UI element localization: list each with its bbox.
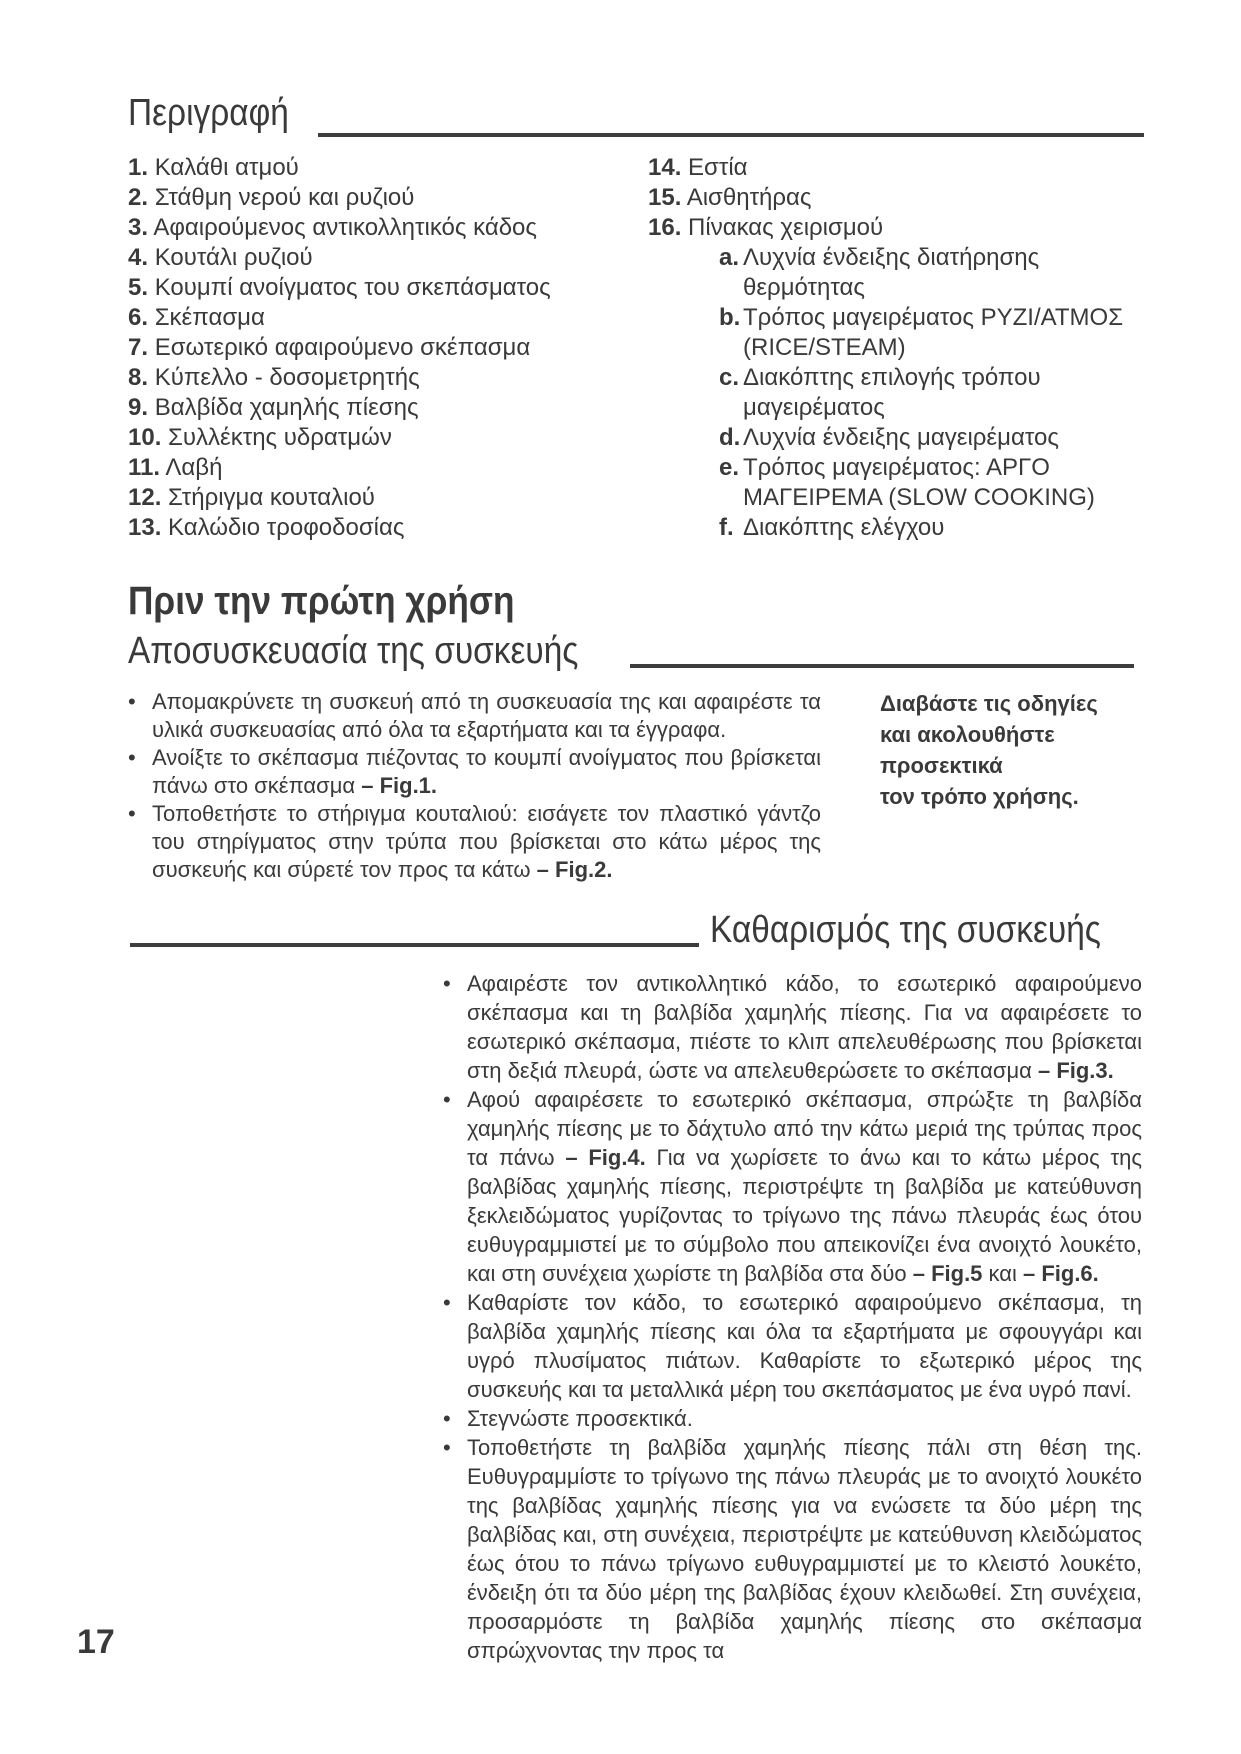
list-item: • Απομακρύνετε τη συσκευή από τη συσκευασία της και αφαιρέστε τα υλικά συσκευασίας από όλα τα εξαρτήματα και τα έγγραφα. xyxy=(128,689,821,742)
list-item: • Αφαιρέστε τον αντικολλητικό κάδο, το εσωτερικό αφαιρούμενο σκέπασμα και τη βαλβίδα χαμηλής πίεσης. Για να αφαιρέσετε το εσωτερικό σκέπασμα, πιέστε το κλιπ απελευθέρωσης που βρίσκεται στη δεξιά πλευρά, ώστε να απελευθερώσετε το σκέπασμα – Fig.3. xyxy=(443,971,1142,1083)
list-item: 13. Καλώδιο τροφοδοσίας xyxy=(128,514,405,541)
description-title: Περιγραφή xyxy=(128,92,289,134)
list-item: 5. Κουμπί ανοίγματος του σκεπάσματος xyxy=(128,274,551,301)
list-item: • Καθαρίστε τον κάδο, το εσωτερικό αφαιρούμενο σκέπασμα, τη βαλβίδα χαμηλής πίεσης και όλα τα εξαρτήματα με σφουγγάρι και υγρό πλυσίματος πιάτων. Καθαρίστε το εξωτερικό μέρος της συσκευής και τα μεταλλικά μέρη του σκεπάσματος με ένα υγρό πανί. xyxy=(443,1290,1142,1402)
list-item: 15. Αισθητήρας xyxy=(648,184,812,211)
page-number: 17 xyxy=(77,1623,115,1661)
sub-list-item: b. Τρόπος μαγειρέματος ΡΥΖΙ/ΑΤΜΟΣ (RICE/STEAM) xyxy=(719,304,1124,361)
list-item: 1. Καλάθι ατμού xyxy=(128,154,299,181)
sub-list-item: a. Λυχνία ένδειξης διατήρησης θερμότητας xyxy=(719,244,1040,301)
list-item: • Τοποθετήστε τη βαλβίδα χαμηλής πίεσης πάλι στη θέση της. Ευθυγραμμίστε το τρίγωνο της πάνω πλευράς με το ανοιχτό λουκέτο της βαλβίδας χαμηλής πίεσης για να ενώσετε τα δύο μέρη της βαλβίδας και, στη συνέχεια, περιστρέψτε με κατεύθυνση κλειδώματος έως ότου το πάνω τρίγωνο ευθυγραμμιστεί με το κλειστό λουκέτο, ένδειξη ότι τα δύο μέρη της βαλβίδας έχουν κλειδωθεί. Στη συνέχεια, προσαρμόστε τη βαλβίδα χαμηλής πίεσης στο σκέπασμα σπρώχνοντας την προς τα xyxy=(443,1435,1142,1663)
list-item: 16. Πίνακας χειρισμού xyxy=(648,214,884,241)
list-item: 2. Στάθμη νερού και ρυζιού xyxy=(128,184,415,211)
unpacking-bullets xyxy=(128,688,821,884)
list-item: 9. Βαλβίδα χαμηλής πίεσης xyxy=(128,394,419,421)
description-title-rule xyxy=(318,133,1144,137)
list-item: • Τοποθετήστε το στήριγμα κουταλιού: εισάγετε τον πλαστικό γάντζο του στηρίγματος στην τρύπα που βρίσκεται στο κάτω μέρος της συσκευής και σύρετέ τον προς τα κάτω – Fig.2. xyxy=(128,801,821,882)
cleaning-bullets xyxy=(443,969,1142,1665)
list-item: 6. Σκέπασμα xyxy=(128,304,265,331)
sub-list-item: c. Διακόπτης επιλογής τρόπου μαγειρέματος xyxy=(719,364,1041,421)
list-item: 4. Κουτάλι ρυζιού xyxy=(128,244,313,271)
list-item: 8. Κύπελλο - δοσομετρητής xyxy=(128,364,420,391)
unpacking-title: Αποσυσκευασία της συσκευής xyxy=(128,630,579,672)
unpacking-title-rule xyxy=(630,664,1134,668)
read-instructions-note: Διαβάστε τις οδηγίες και ακολουθήστε προσεκτικά τον τρόπο χρήσης. xyxy=(880,691,1098,809)
list-item: • Αφού αφαιρέσετε το εσωτερικό σκέπασμα, σπρώξτε τη βαλβίδα χαμηλής πίεσης με το δάχτυλο από την κάτω μεριά της τρύπας προς τα πάνω – Fig.4. Για να χωρίσετε το άνω και το κάτω μέρος της βαλβίδας χαμηλής πίεσης, περιστρέψτε τη βαλβίδα με κατεύθυνση ξεκλειδώματος γυρίζοντας το τρίγωνο της πάνω πλευράς έως ότου ευθυγραμμιστεί με το σύμβολο που απεικονίζει ένα ανοιχτό λουκέτο, και στη συνέχεια χωρίστε τη βαλβίδα στα δύο – Fig.5 και – Fig.6. xyxy=(443,1087,1142,1286)
list-item: 14. Εστία xyxy=(648,154,748,181)
cleaning-title-rule xyxy=(130,943,699,947)
description-list-left xyxy=(128,153,551,543)
list-item: 3. Αφαιρούμενος αντικολλητικός κάδος xyxy=(128,214,537,241)
list-item: 12. Στήριγμα κουταλιού xyxy=(128,484,375,511)
description-list-right xyxy=(648,153,1123,543)
list-item: 11. Λαβή xyxy=(128,454,223,481)
list-item: 7. Εσωτερικό αφαιρούμενο σκέπασμα xyxy=(128,334,531,361)
first-use-title: Πριν την πρώτη χρήση xyxy=(128,579,515,623)
sub-list-item: e. Τρόπος μαγειρέματος: ΑΡΓΟ ΜΑΓΕΙΡΕΜΑ (SLOW COOKING) xyxy=(719,454,1095,511)
sub-list-item: f. Διακόπτης ελέγχου xyxy=(719,514,945,541)
list-item: 10. Συλλέκτης υδρατμών xyxy=(128,424,392,451)
cleaning-title: Καθαρισμός της συσκευής xyxy=(710,909,1101,951)
list-item: • Στεγνώστε προσεκτικά. xyxy=(443,1406,693,1431)
list-item: • Ανοίξτε το σκέπασμα πιέζοντας το κουμπί ανοίγματος που βρίσκεται πάνω στο σκέπασμα – Fig.1. xyxy=(128,745,821,798)
sub-list-item: d. Λυχνία ένδειξης μαγειρέματος xyxy=(719,424,1059,451)
